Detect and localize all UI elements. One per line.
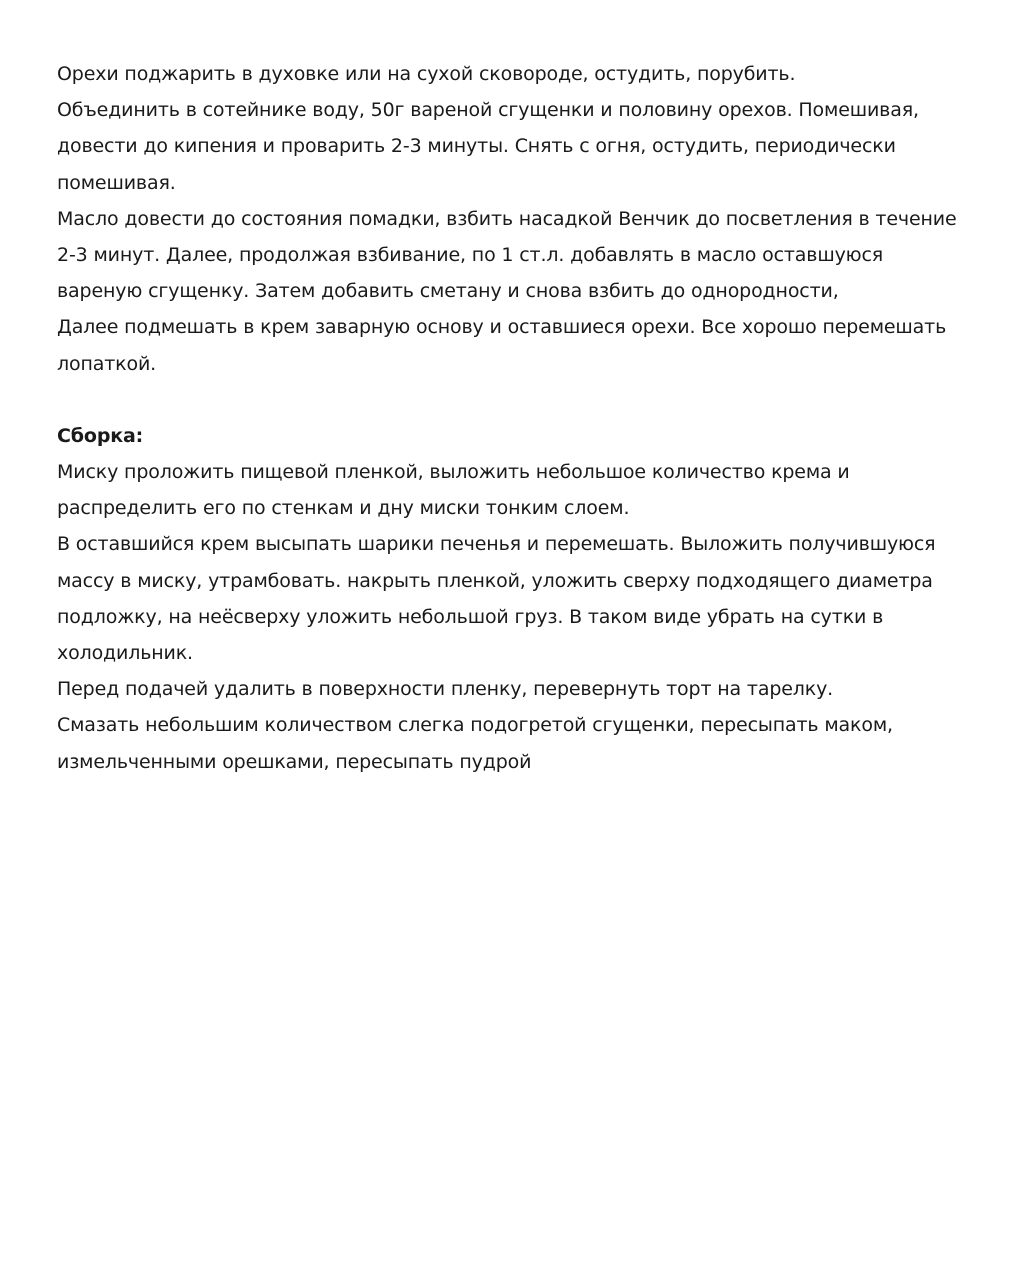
text-line: В оставшийся крем высыпать шарики печенья и перемешать. Выложить получившуюся	[57, 533, 936, 556]
text-line: Объединить в сотейнике воду, 50г вареной сгущенки и половину орехов. Помешивая,	[57, 99, 919, 122]
text-line: довести до кипения и проварить 2-3 минуты. Снять с огня, остудить, периодически	[57, 135, 896, 158]
recipe-document	[57, 56, 987, 780]
text-line: распределить его по стенкам и дну миски тонким слоем.	[57, 497, 630, 520]
text-line: Миску проложить пищевой пленкой, выложить небольшое количество крема и	[57, 461, 850, 484]
text-line: Перед подачей удалить в поверхности пленку, перевернуть торт на тарелку.	[57, 678, 834, 701]
text-line: измельченными орешками, пересыпать пудрой	[57, 750, 532, 773]
text-line: Масло довести до состояния помадки, взбить насадкой Венчик до посветления в течение	[57, 207, 957, 230]
text-line: Смазать небольшим количеством слегка подогретой сгущенки, пересыпать маком,	[57, 714, 893, 737]
text-line: вареную сгущенку. Затем добавить сметану и снова взбить до однородности,	[57, 280, 839, 303]
text-line: Далее подмешать в крем заварную основу и оставшиеся орехи. Все хорошо перемешать	[57, 316, 947, 339]
text-line: 2-3 минут. Далее, продолжая взбивание, по 1 ст.л. добавлять в масло оставшуюся	[57, 244, 884, 267]
text-line: помешивая.	[57, 171, 176, 194]
cream-section	[57, 56, 987, 382]
assembly-section	[57, 418, 987, 780]
text-line: Орехи поджарить в духовке или на сухой сковороде, остудить, порубить.	[57, 63, 796, 85]
section-heading: Сборка:	[57, 424, 144, 447]
text-line: лопаткой.	[57, 352, 157, 375]
text-line: массу в миску, утрамбовать. накрыть пленкой, уложить сверху подходящего диаметра	[57, 569, 933, 592]
text-line: подложку, на неёсверху уложить небольшой груз. В таком виде убрать на сутки в	[57, 605, 884, 628]
text-line: холодильник.	[57, 642, 193, 665]
